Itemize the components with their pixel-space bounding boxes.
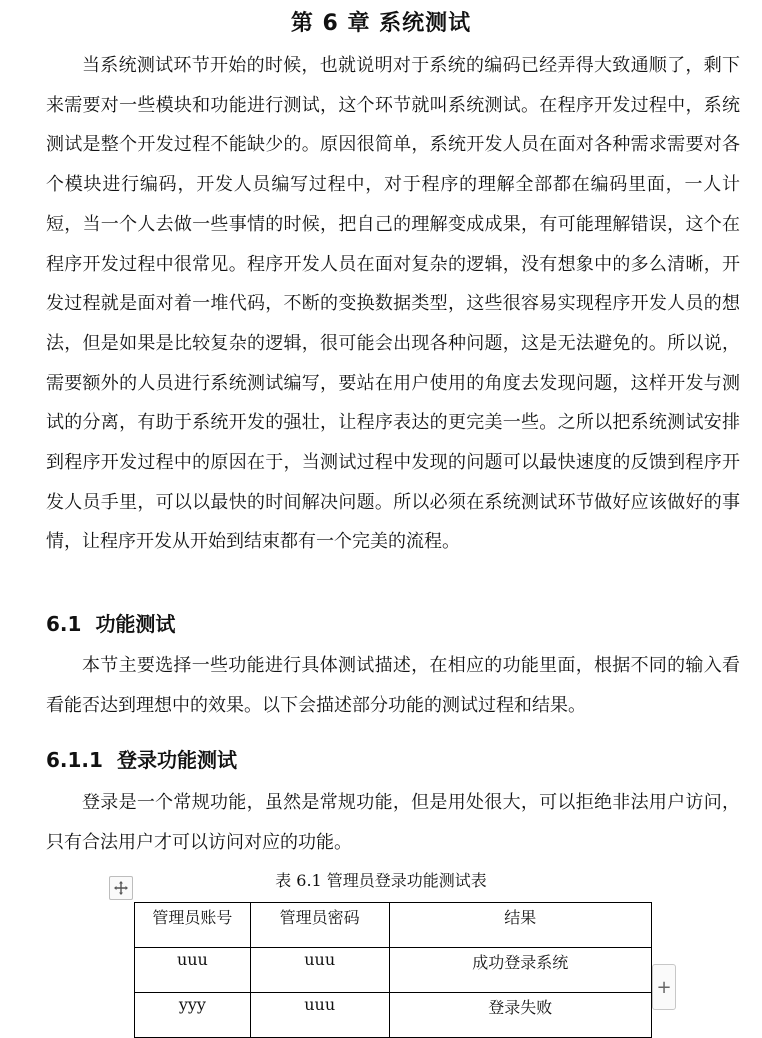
- table-header-row: [135, 903, 652, 948]
- table-cell: 登录失败: [389, 993, 651, 1038]
- intro-paragraph: 当系统测试环节开始的时候，也就说明对于系统的编码已经弄得大致通顺了，剩下来需要对一些模块和功能进行测试，这个环节就叫系统测试。在程序开发过程中，系统测试是整个开发过程不能缺少的。原因很简单，系统开发人员在面对各种需求需要对各个模块进行编码，开发人员编写过程中，对于程序的理解全部都在编码里面，一人计短，当一个人去做一些事情的时候，把自己的理解变成成果，有可能理解错误，这个在程序开发过程中很常见。程序开发人员在面对复杂的逻辑，没有想象中的多么清晰，开发过程就是面对着一堆代码，不断的变换数据类型，这些很容易实现程序开发人员的想法，但是如果是比较复杂的逻辑，很可能会出现各种问题，这是无法避免的。所以说，需要额外的人员进行系统测试编写，要站在用户使用的角度去发现问题，这样开发与测试的分离，有助于系统开发的强壮，让程序表达的更完美一些。之所以把系统测试安排到程序开发过程中的原因在于，当测试过程中发现的问题可以最快速度的反馈到程序开发人员手里，可以以最快的时间解决问题。所以必须在系统测试环节做好应该做好的事情，让程序开发从开始到结束都有一个完美的流程。: [46, 55, 740, 553]
- header-cell-result: 结果: [389, 903, 651, 948]
- header-cell-password: 管理员密码: [250, 903, 389, 948]
- header-cell-account: 管理员账号: [135, 903, 251, 948]
- move-arrows-icon: [113, 880, 129, 896]
- section-title: 功能测试: [95, 612, 176, 636]
- plus-icon: +: [656, 976, 672, 998]
- table-caption: 表 6.1 管理员登录功能测试表: [275, 871, 487, 890]
- chapter-title: 第 6 章 系统测试: [290, 11, 472, 36]
- table-row: [135, 993, 652, 1038]
- table-cell: uuu: [135, 948, 251, 993]
- section-heading-6-1: [46, 608, 175, 637]
- table-cell: yyy: [135, 993, 251, 1038]
- section-6-1-paragraph: 本节主要选择一些功能进行具体测试描述，在相应的功能里面，根据不同的输入看看能否达到理想中的效果。以下会描述部分功能的测试过程和结果。: [46, 655, 740, 716]
- add-row-button[interactable]: [652, 964, 676, 1010]
- table-row: [135, 948, 652, 993]
- section-heading-6-1-1: [46, 744, 237, 773]
- move-icon[interactable]: [109, 876, 133, 900]
- table-cell: uuu: [250, 948, 389, 993]
- section-number: 6.1: [46, 612, 82, 636]
- login-test-table: [134, 902, 652, 1038]
- table-cell: 成功登录系统: [389, 948, 651, 993]
- subsection-title: 登录功能测试: [116, 748, 237, 772]
- subsection-number: 6.1.1: [46, 748, 103, 772]
- section-6-1-1-paragraph: 登录是一个常规功能，虽然是常规功能，但是用处很大，可以拒绝非法用户访问，只有合法用户才可以访问对应的功能。: [46, 792, 740, 853]
- table-cell: uuu: [250, 993, 389, 1038]
